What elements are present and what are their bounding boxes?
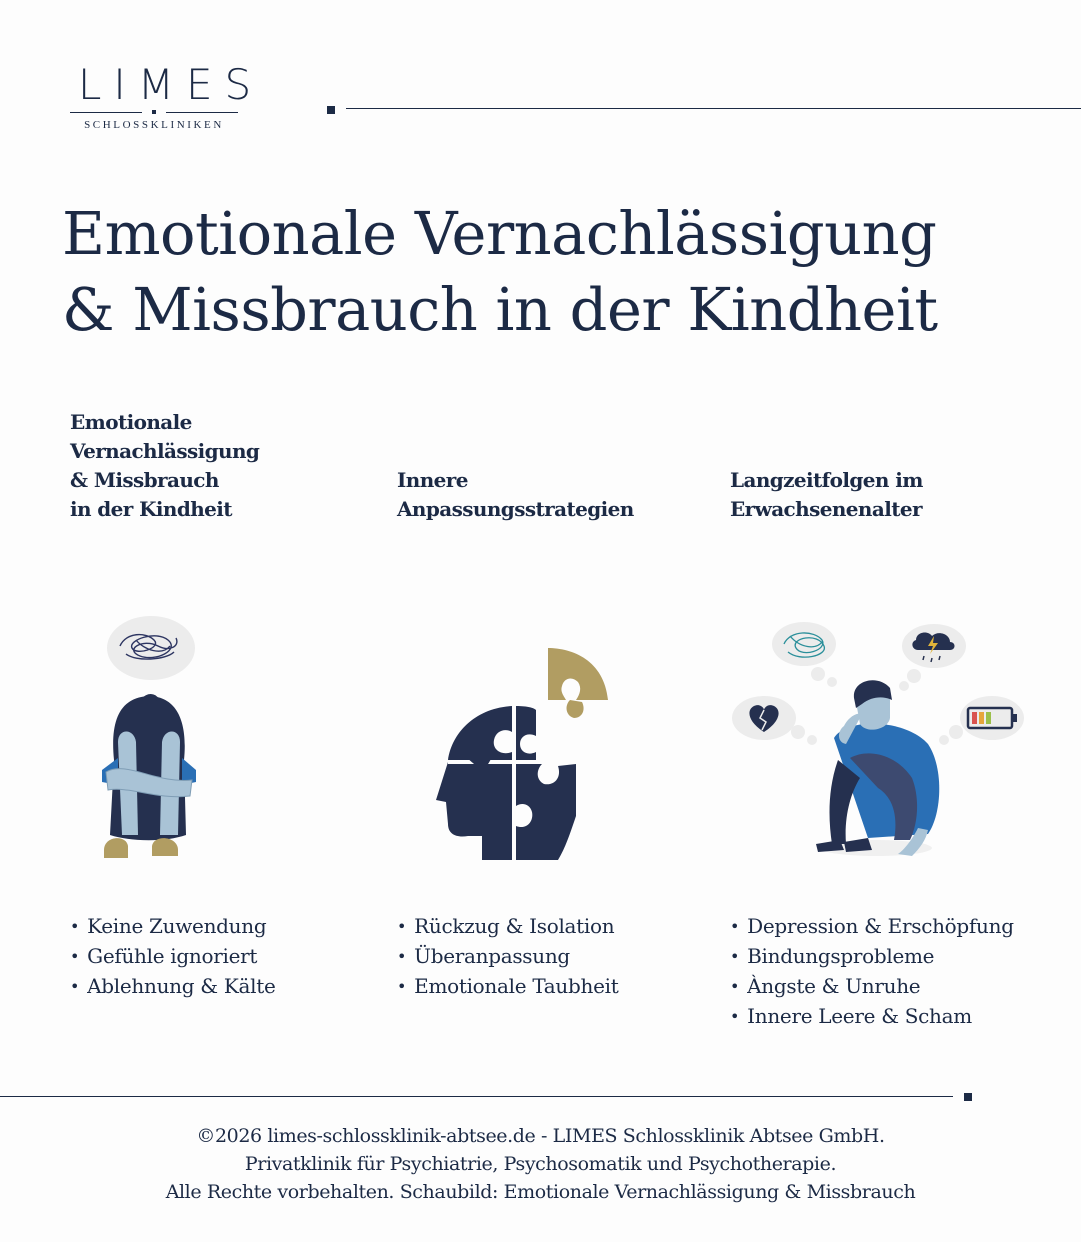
list-item: • Emotionale Taubheit xyxy=(397,972,618,1002)
bubble-dot xyxy=(949,725,963,739)
top-divider-line xyxy=(346,108,1081,109)
column-3-heading-line: Erwachsenenalter xyxy=(730,497,922,521)
floating-puzzle-piece xyxy=(548,648,608,700)
page-title-line-2: & Missbrauch in der Kindheit xyxy=(62,275,938,344)
column-2-bullets xyxy=(397,912,618,1002)
bubble-dot xyxy=(827,677,837,687)
column-3-heading xyxy=(730,466,923,524)
column-2-heading-line: Innere xyxy=(397,468,468,492)
column-1-heading xyxy=(70,408,259,524)
column-1-heading-line: & Missbrauch xyxy=(70,468,219,492)
child-hugging-knees-icon xyxy=(96,610,206,862)
column-2-heading-line: Anpassungsstrategien xyxy=(397,497,634,521)
bubble-dot xyxy=(807,735,817,745)
list-item: • Überanpassung xyxy=(397,942,618,972)
footer-copyright: ©2026 limes-schlossklinik-abtsee.de - LIMES Schlossklinik Abtsee GmbH. xyxy=(196,1125,885,1147)
list-item: • Àngste & Unruhe xyxy=(730,972,1014,1002)
column-2-heading xyxy=(397,466,634,524)
bubble-dot xyxy=(811,667,825,681)
footer-clinic-description: Privatklinik für Psychiatrie, Psychosomatik und Psychotherapie. xyxy=(244,1153,837,1175)
left-shoe xyxy=(104,838,128,858)
battery-level-low xyxy=(972,712,977,724)
battery-tip xyxy=(1013,714,1017,722)
column-3-heading-line: Langzeitfolgen im xyxy=(730,468,923,492)
list-item: • Ablehnung & Kälte xyxy=(70,972,276,1002)
logo-divider xyxy=(70,108,238,118)
column-3-bullets xyxy=(730,912,1014,1032)
list-item: • Gefühle ignoriert xyxy=(70,942,276,972)
page-title-line-1: Emotionale Vernachlässigung xyxy=(62,199,937,268)
list-item: • Bindungsprobleme xyxy=(730,942,1014,972)
footer-rights: Alle Rechte vorbehalten. Schaubild: Emotionale Vernachlässigung & Missbrauch xyxy=(165,1181,916,1203)
page-title xyxy=(62,196,962,348)
footer xyxy=(0,1122,1081,1206)
right-shoe xyxy=(152,838,178,856)
person-shoe-left xyxy=(816,840,844,852)
puzzle-head-upper-left xyxy=(448,706,512,760)
battery-level-mid xyxy=(979,712,984,724)
list-item: • Depression & Erschöpfung xyxy=(730,912,1014,942)
list-item: • Rückzug & Isolation xyxy=(397,912,618,942)
column-1-heading-line: Vernachlässigung xyxy=(70,439,260,463)
top-divider-square xyxy=(327,106,335,114)
logo-subtitle: SCHLOSSKLINIKEN xyxy=(84,119,224,131)
bottom-divider-square xyxy=(964,1093,972,1101)
logo-wordmark: LIMES xyxy=(78,60,264,109)
bubble-dot xyxy=(791,725,805,739)
bubble-dot xyxy=(907,669,921,683)
puzzle-knob xyxy=(567,700,584,718)
column-1-bullets xyxy=(70,912,276,1002)
puzzle-head-upper-right xyxy=(516,706,536,760)
bubble-dot xyxy=(899,681,909,691)
puzzle-head-lower-right xyxy=(516,764,576,860)
bubble-dot xyxy=(939,735,949,745)
puzzle-head-icon xyxy=(432,640,614,862)
bottom-divider-line xyxy=(0,1096,953,1097)
thought-bubble-shape xyxy=(772,622,836,666)
column-1-heading-line: Emotionale xyxy=(70,410,192,434)
limes-logo xyxy=(68,60,264,132)
list-item: • Keine Zuwendung xyxy=(70,912,276,942)
sad-adult-thoughts-icon xyxy=(728,618,1028,864)
person-shoe-right xyxy=(844,838,872,852)
list-item: • Innere Leere & Scham xyxy=(730,1002,1014,1032)
battery-level-high xyxy=(986,712,991,724)
column-1-heading-line: in der Kindheit xyxy=(70,497,232,521)
